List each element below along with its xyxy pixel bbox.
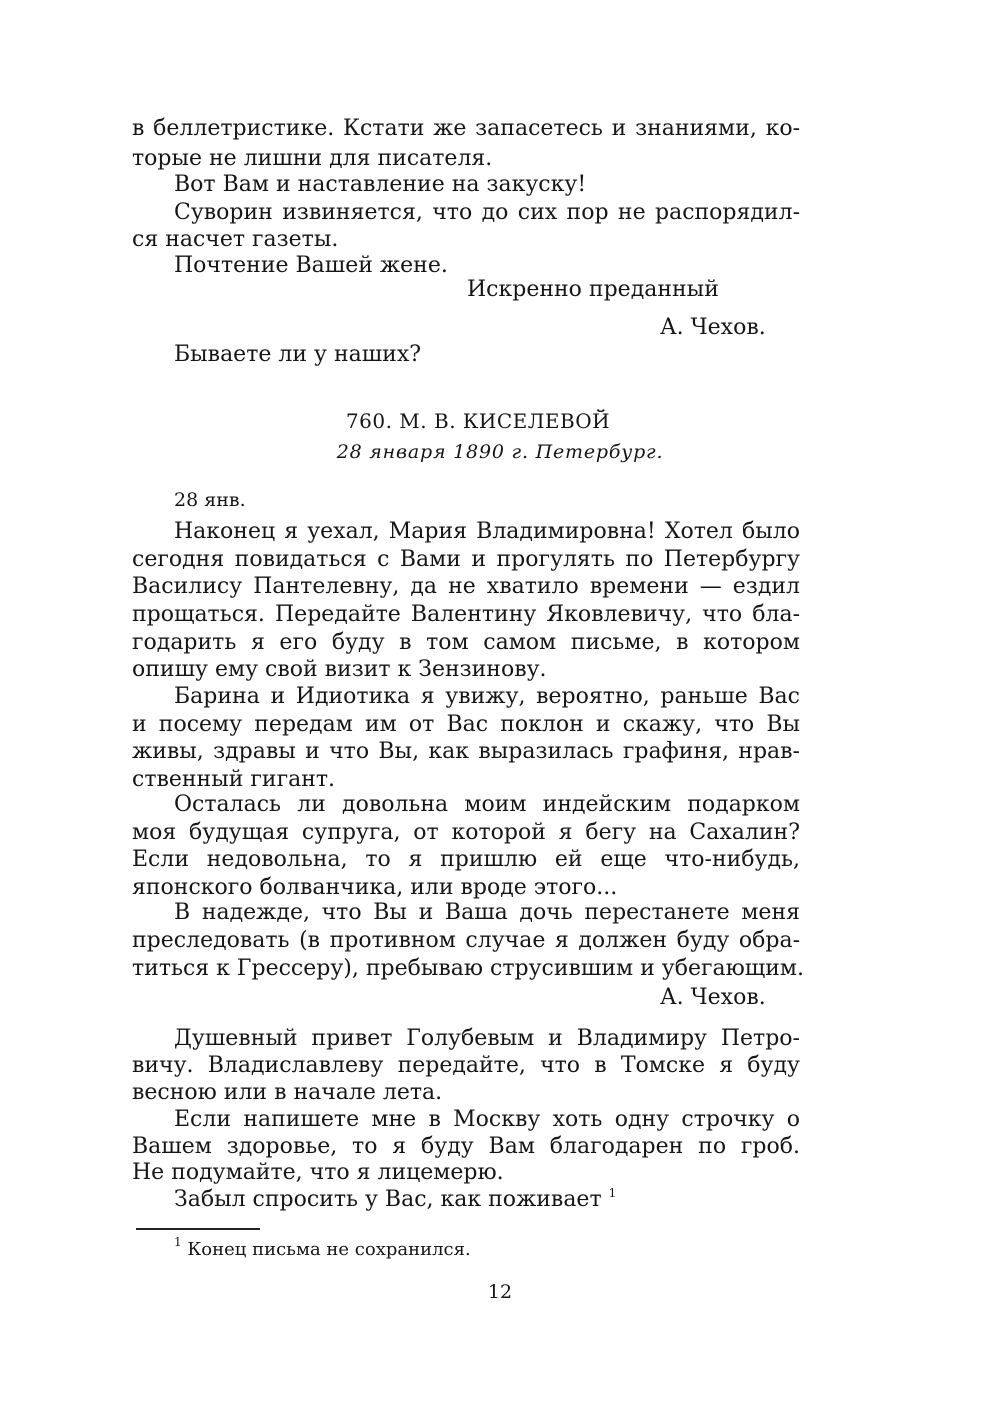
letter-date-line: 28 янв. [174,489,246,511]
text-line: живы, здравы и что Вы, как выразилась графиня, нрав- [132,739,800,764]
text-line: моя будущая супруга, от которой я бегу на Сахалин? [132,820,800,845]
text-line: Не подумайте, что я лицемерю. [132,1160,504,1185]
footnote-text: Конец письма не сохранился. [187,1239,471,1260]
footnote-mark: 1 [174,1235,182,1249]
text-line: вичу. Владиславлеву передайте, что в Томске я буду [132,1053,800,1078]
letter-title: 760. М. В. КИСЕЛЕВОЙ [345,409,611,433]
text-line: Василису Пантелевну, да не хватило времени — ездил [132,574,800,599]
text-line: японского болванчика, или вроде этого... [132,875,618,900]
text-line: Забыл спросить у Вас, как поживает [174,1187,602,1212]
text-line: торые не лишни для писателя. [132,146,493,171]
text-line: Наконец я уехал, Мария Владимировна! Хотел было [174,519,800,544]
signature: А. Чехов. [660,985,766,1010]
text-line: сегодня повидаться с Вами и прогулять по Петербургу [132,547,800,572]
postscript: Бываете ли у наших? [174,342,422,367]
text-line: Вашем здоровье, то я буду Вам благодарен по гроб. [132,1134,800,1159]
text-line: Барина и Идиотика я увижу, вероятно, раньше Вас [174,684,800,709]
text-line: Почтение Вашей жене. [174,253,448,278]
text-line: Осталась ли довольна моим индейским подарком [174,792,800,817]
text-line: в беллетристике. Кстати же запасетесь и знаниями, ко- [132,116,800,141]
text-line: Вот Вам и наставление на закуску! [174,172,587,197]
closing-phrase: Искренно преданный [467,277,719,302]
text-line: прощаться. Передайте Валентину Яковлевичу, что бла- [132,602,800,627]
text-line: опишу ему свой визит к Зензинову. [132,657,547,682]
text-line: Если недовольна, то я пришлю ей еще что-нибудь, [132,847,800,872]
text-line: Душевный привет Голубевым и Владимиру Петро- [174,1026,800,1051]
text-line: годарить я его буду в том самом письме, в котором [132,630,800,655]
footnote-reference: 1 [608,1186,617,1200]
text-line: преследовать (в противном случае я должен буду обра- [132,928,800,953]
footnote [174,1235,471,1262]
page-number: 12 [487,1281,513,1303]
text-line: ся насчет газеты. [132,227,339,252]
text-line: В надежде, что Вы и Ваша дочь перестанете меня [174,900,800,925]
text-line: ственный гигант. [132,767,336,792]
text-line: Суворин извиняется, что до сих пор не распорядил- [174,200,800,225]
footnote-divider [136,1228,260,1230]
signature: А. Чехов. [660,315,766,340]
text-line: и посему передам им от Вас поклон и скажу, что Вы [132,712,800,737]
text-line-with-note [132,1186,800,1214]
letter-date-place: 28 января 1890 г. Петербург. [336,441,664,463]
text-line: Если напишете мне в Москву хоть одну строчку о [174,1107,800,1132]
text-line: весною или в начале лета. [132,1080,443,1105]
text-line: титься к Грессеру), пребываю струсившим и убегающим. [132,956,805,981]
